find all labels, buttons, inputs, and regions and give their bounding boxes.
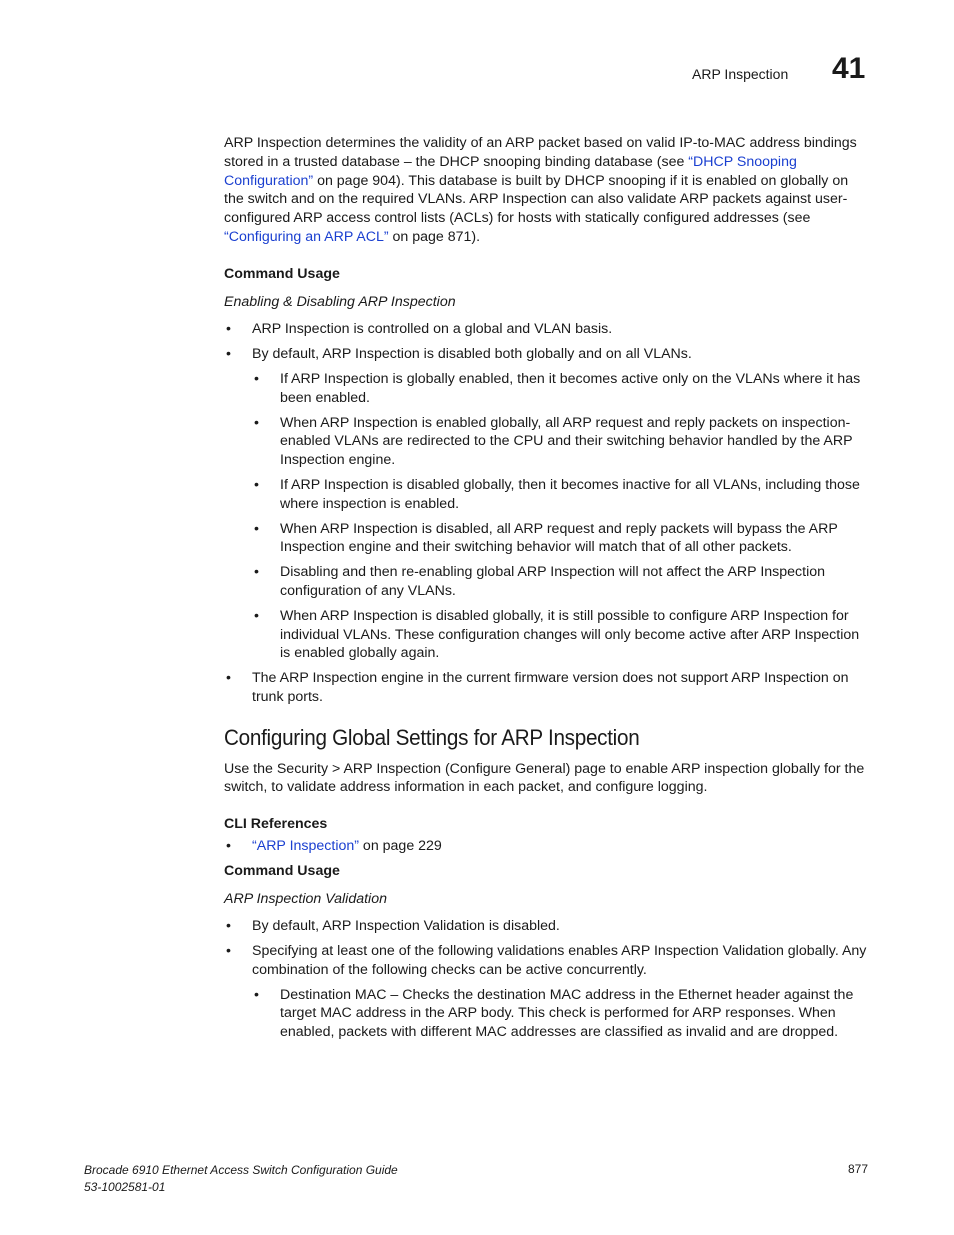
bullet-text: ARP Inspection is controlled on a global and VLAN basis.: [252, 321, 613, 338]
cli-page-ref: on page 229: [358, 837, 442, 854]
section-heading: Configuring Global Settings for ARP Inspection: [224, 724, 640, 750]
intro-text-2: on page 904). This database is built by DHCP snooping if it is enabled on globally on the switch and on the required VLANs. ARP Inspection can also validate ARP packets against user-configured ARP access control lists (ACLs) for hosts with statically configured addresses (see: [224, 172, 849, 227]
bullet-text: The ARP Inspection engine in the current firmware version does not support ARP Inspection on trunk ports.: [252, 670, 849, 705]
sub-bullet-list: [252, 986, 870, 1042]
link-configuring-arp-acl[interactable]: “Configuring an ARP ACL”: [224, 228, 389, 245]
list-item: [224, 320, 870, 339]
list-item: [224, 345, 870, 663]
running-header-section: ARP Inspection: [692, 66, 789, 82]
sub-list-item: • Disabling and then re-enabling global ARP Inspection will not affect the ARP Inspection configuration of any VLANs.: [252, 563, 870, 601]
sub-list-item: • When ARP Inspection is disabled, all ARP request and reply packets will bypass the ARP Inspection engine and their switching behavior will match that of all other packets.: [252, 520, 870, 558]
footer-document-info: [84, 1162, 398, 1196]
main-content: [224, 134, 870, 1048]
command-usage-subtitle: Enabling & Disabling ARP Inspection: [224, 293, 456, 310]
section-paragraph: Use the Security > ARP Inspection (Configure General) page to enable ARP inspection globally for the switch, to validate address information in each packet, and configure logging.: [224, 760, 865, 796]
command-usage-subtitle-2: ARP Inspection Validation: [224, 890, 387, 907]
sub-bullet-list: [252, 370, 870, 663]
list-item: [224, 917, 870, 936]
link-arp-inspection[interactable]: “ARP Inspection”: [252, 837, 359, 854]
footer-title: Brocade 6910 Ethernet Access Switch Configuration Guide: [84, 1163, 398, 1177]
usage-bullet-list: [224, 320, 870, 706]
intro-text-3: on page 871).: [388, 228, 481, 245]
sub-list-item: • If ARP Inspection is globally enabled, then it becomes active only on the VLANs where it has been enabled.: [252, 370, 870, 408]
cli-references-list: [224, 837, 870, 856]
sub-list-item: • Destination MAC – Checks the destination MAC address in the Ethernet header against the target MAC address in the ARP body. This check is performed for ARP responses. When enabled, packets with different MAC addresses are classified as invalid and are dropped.: [252, 986, 870, 1042]
validation-bullet-list: [224, 917, 870, 1042]
bullet-text: Specifying at least one of the following validations enables ARP Inspection Validation globally. Any combination of the following checks can be active concurrently.: [252, 943, 867, 978]
command-usage-label-2: Command Usage: [224, 862, 340, 879]
footer-page-number: 877: [848, 1162, 869, 1176]
footer-doc-number: 53-1002581-01: [84, 1180, 166, 1194]
list-item: [224, 942, 870, 1042]
intro-paragraph: [224, 134, 870, 247]
bullet-text: By default, ARP Inspection is disabled both globally and on all VLANs.: [252, 346, 692, 363]
list-item: [224, 837, 870, 856]
chapter-number: 41: [832, 52, 866, 85]
link-dhcp-snooping-config[interactable]: “DHCP Snooping Configuration”: [224, 153, 797, 189]
bullet-text: By default, ARP Inspection Validation is disabled.: [252, 918, 560, 935]
sub-list-item: • If ARP Inspection is disabled globally, then it becomes inactive for all VLANs, including those where inspection is enabled.: [252, 476, 870, 514]
cli-references-label: CLI References: [224, 816, 328, 833]
list-item: [224, 669, 870, 707]
intro-text-1: ARP Inspection determines the validity of an ARP packet based on valid IP-to-MAC address bindings stored in a trusted database – the DHCP snooping binding database (see: [224, 135, 857, 170]
sub-list-item: • When ARP Inspection is enabled globally, all ARP request and reply packets on inspection-enabled VLANs are redirected to the CPU and their switching behavior handled by the ARP Inspection engine.: [252, 414, 870, 470]
command-usage-label: Command Usage: [224, 265, 340, 282]
sub-list-item: • When ARP Inspection is disabled globally, it is still possible to configure ARP Inspection for individual VLANs. These configuration changes will only become active after ARP Inspection is enabled globally again.: [252, 607, 870, 663]
